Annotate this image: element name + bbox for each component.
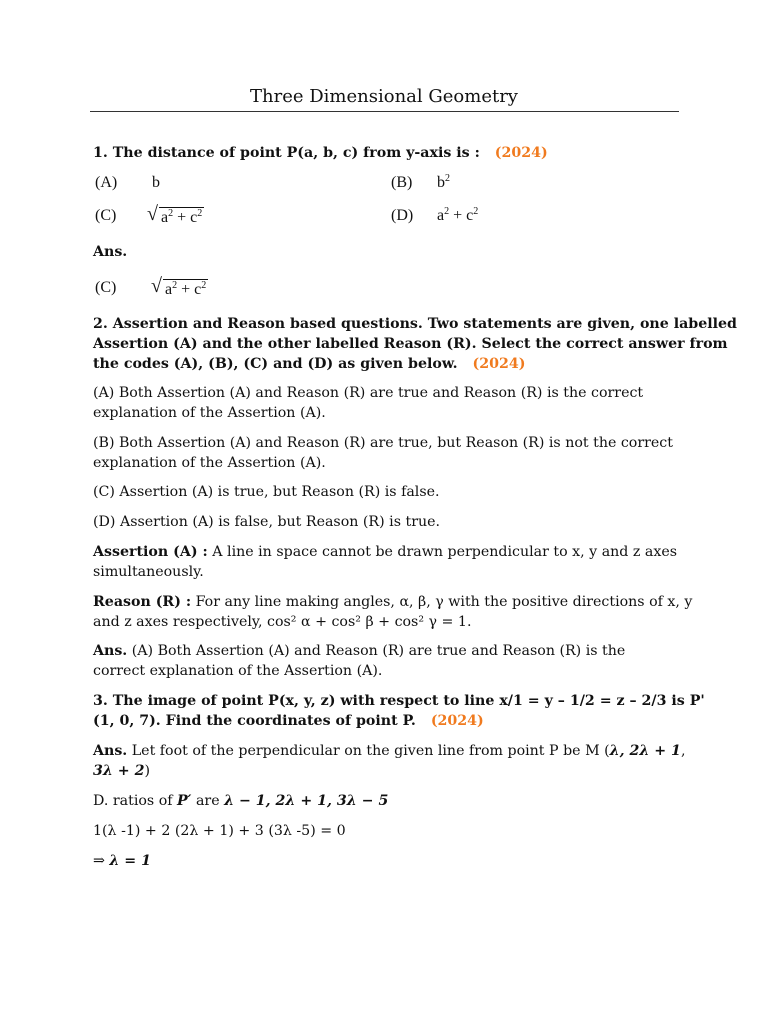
q2-option-b-line2: explanation of the Assertion (A). <box>93 455 326 471</box>
q1-answer-option-label: (C) <box>95 279 117 296</box>
q2-assertion-line1: Assertion (A) : A line in space cannot be drawn perpendicular to x, y and z axes <box>93 544 678 560</box>
q3-question-line1: 3. The image of point P(x, y, z) with respect to line x/1 = y – 1/2 = z – 2/3 is P' <box>93 693 705 709</box>
q1-option-a-label: (A) <box>95 174 118 191</box>
q1-option-c <box>95 203 203 226</box>
q1-question-text: 1. The distance of point P(a, b, c) from y-axis is : <box>93 145 480 161</box>
q3-answer-line1: Ans. Let foot of the perpendicular on the given line from point P be M (λ, 2λ + 1, <box>93 743 686 759</box>
q2-question-line2: Assertion (A) and the other labelled Reason (R). Select the correct answer from <box>93 336 728 352</box>
q1-option-d <box>391 206 479 225</box>
q1-answer-option-value <box>151 275 208 300</box>
q1-option-d-value: $a^2 + c^2$ <box>437 206 479 224</box>
q1-option-d-label: (D) <box>391 207 414 224</box>
sqrt-symbol: √ $a^2 + c^2$ <box>151 275 207 298</box>
q3-implication: ⇒ λ = 1 <box>93 853 151 869</box>
q1-option-c-value <box>147 203 204 228</box>
q3-year: (2024) <box>430 713 484 729</box>
q1-year: (2024) <box>494 145 548 161</box>
q1-option-b-value: $b^2$ <box>437 173 450 191</box>
sqrt-symbol: √ $a^2 + c^2$ <box>147 203 203 226</box>
q1-option-b-label: (B) <box>391 174 413 191</box>
q3-direction-ratios: D. ratios of P′ are λ − 1, 2λ + 1, 3λ − 5 <box>93 793 389 809</box>
q2-reason-line1: Reason (R) : For any line making angles, α, β, γ with the positive directions of x, y <box>93 594 693 610</box>
q3-equation: 1(λ -1) + 2 (2λ + 1) + 3 (3λ -5) = 0 <box>93 823 346 839</box>
q3-answer-line2: 3λ + 2) <box>93 763 151 779</box>
q2-answer-line2: correct explanation of the Assertion (A). <box>93 663 383 679</box>
assertion-label: Assertion (A) : <box>93 544 208 560</box>
q1-option-a <box>95 174 160 192</box>
q2-option-a-line1: (A) Both Assertion (A) and Reason (R) are true and Reason (R) is the correct <box>93 385 644 401</box>
implies-arrow: ⇒ <box>93 853 105 869</box>
reason-label: Reason (R) : <box>93 594 192 610</box>
q1-answer-label: Ans. <box>93 244 128 260</box>
q2-year: (2024) <box>472 356 526 372</box>
q3-answer-label: Ans. <box>93 743 128 759</box>
q2-question-line3: the codes (A), (B), (C) and (D) as given below. (2024) <box>93 356 526 372</box>
q1-option-a-value: b <box>152 174 160 191</box>
q1-question <box>93 143 548 163</box>
q2-option-a-line2: explanation of the Assertion (A). <box>93 405 326 421</box>
q2-option-c: (C) Assertion (A) is true, but Reason (R) is false. <box>93 484 440 500</box>
q1-option-c-label: (C) <box>95 207 117 224</box>
q1-answer-option <box>95 275 207 298</box>
q2-question-line1: 2. Assertion and Reason based questions. Two statements are given, one labelled <box>93 316 737 332</box>
q2-answer-label: Ans. <box>93 643 128 659</box>
q2-option-b-line1: (B) Both Assertion (A) and Reason (R) are true, but Reason (R) is not the correct <box>93 435 673 451</box>
q2-reason-line2: and z axes respectively, cos² α + cos² β + cos² γ = 1. <box>93 614 472 630</box>
q2-answer-line1: Ans. (A) Both Assertion (A) and Reason (R) are true and Reason (R) is the <box>93 643 626 659</box>
q1-option-b <box>391 173 450 192</box>
title-divider <box>90 111 679 112</box>
q3-question-line2: (1, 0, 7). Find the coordinates of point P. (2024) <box>93 713 484 729</box>
q2-assertion-line2: simultaneously. <box>93 564 204 580</box>
q2-option-d: (D) Assertion (A) is false, but Reason (R) is true. <box>93 514 441 530</box>
page-title: Three Dimensional Geometry <box>250 86 518 107</box>
